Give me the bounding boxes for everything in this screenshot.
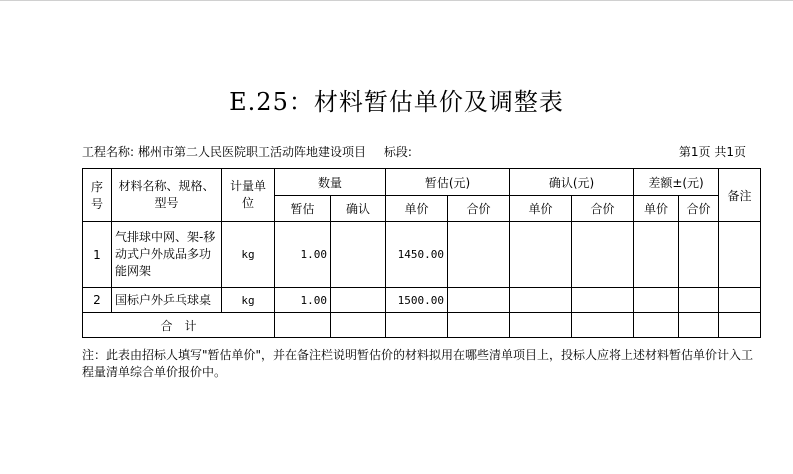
subheader-qty-estimate: 暂估: [275, 196, 331, 222]
total-diff-unit-price: [634, 313, 679, 338]
row-conf-total: [572, 222, 634, 288]
row-seq: 1: [83, 222, 112, 288]
row-unit: kg: [222, 288, 275, 313]
total-est-unit-price: [386, 313, 448, 338]
table-note: 注：此表由招标人填写"暂估单价"，并在备注栏说明暂估价的材料拟用在哪些清单项目上，投标人应将上述材料暂估单价计入工程量清单综合单价报价中。: [82, 348, 754, 379]
header-material: 材料名称、规格、型号: [112, 169, 222, 222]
total-row: [83, 313, 761, 338]
total-conf-unit-price: [510, 313, 572, 338]
project-label: 工程名称:: [82, 145, 135, 159]
total-qty-confirm: [331, 313, 386, 338]
row-est-unit-price: 1450.00: [386, 222, 448, 288]
row-diff-total: [679, 288, 719, 313]
row-est-total: [448, 222, 510, 288]
material-estimate-table: [82, 168, 761, 338]
total-label: 合 计: [83, 313, 275, 338]
page-title: E.25：材料暂估单价及调整表: [229, 88, 564, 116]
header-estimate: 暂估(元): [386, 169, 510, 196]
total-qty-estimate: [275, 313, 331, 338]
row-material-name: 国标户外乒乓球桌: [112, 288, 222, 313]
row-diff-total: [679, 222, 719, 288]
total-remark: [719, 313, 761, 338]
row-diff-unit-price: [634, 288, 679, 313]
row-remark: [719, 222, 761, 288]
row-remark: [719, 288, 761, 313]
row-diff-unit-price: [634, 222, 679, 288]
header-row-1: [83, 169, 761, 196]
section-label: 标段:: [383, 145, 412, 159]
project-info: [82, 143, 416, 160]
subheader-conf-unit-price: 单价: [510, 196, 572, 222]
page-counter: 第1页 共1页: [678, 145, 746, 159]
header-quantity: 数量: [275, 169, 386, 196]
subheader-conf-total: 合价: [572, 196, 634, 222]
header-seq: 序号: [83, 169, 112, 222]
row-qty-estimate: 1.00: [275, 288, 331, 313]
row-conf-unit-price: [510, 288, 572, 313]
subheader-qty-confirm: 确认: [331, 196, 386, 222]
project-name: 郴州市第二人民医院职工活动阵地建设项目: [138, 145, 367, 159]
row-qty-estimate: 1.00: [275, 222, 331, 288]
header-confirmed: 确认(元): [510, 169, 634, 196]
row-conf-total: [572, 288, 634, 313]
header-difference: 差额±(元): [634, 169, 719, 196]
table-row: [83, 222, 761, 288]
total-diff-total: [679, 313, 719, 338]
total-est-total: [448, 313, 510, 338]
subheader-est-unit-price: 单价: [386, 196, 448, 222]
top-border-line: [0, 0, 793, 1]
total-conf-total: [572, 313, 634, 338]
row-material-name: 气排球中网、架-移动式户外成品多功能网架: [112, 222, 222, 288]
row-conf-unit-price: [510, 222, 572, 288]
subheader-est-total: 合价: [448, 196, 510, 222]
row-est-total: [448, 288, 510, 313]
row-seq: 2: [83, 288, 112, 313]
header-unit: 计量单位: [222, 169, 275, 222]
subheader-diff-unit-price: 单价: [634, 196, 679, 222]
table-row: [83, 288, 761, 313]
row-qty-confirm: [331, 288, 386, 313]
row-unit: kg: [222, 222, 275, 288]
row-qty-confirm: [331, 222, 386, 288]
subheader-diff-total: 合价: [679, 196, 719, 222]
row-est-unit-price: 1500.00: [386, 288, 448, 313]
header-remark: 备注: [719, 169, 761, 222]
